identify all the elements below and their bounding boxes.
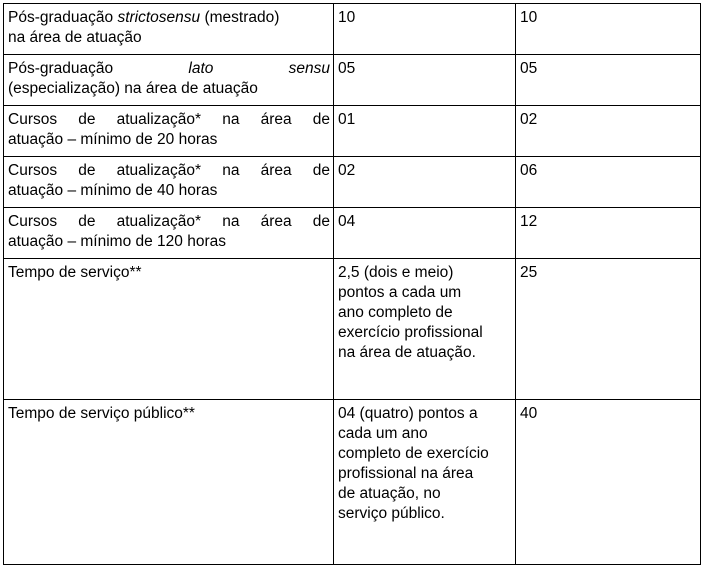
max-points-cell: 05 <box>516 55 701 106</box>
criterion-cell: Tempo de serviço público** <box>4 400 334 565</box>
criterion-line: atuação – mínimo de 40 horas <box>8 182 218 199</box>
points-line: de atuação, no <box>338 485 441 502</box>
criterion-line: Cursos de atualização* na área de <box>8 213 330 230</box>
max-points-cell: 12 <box>516 208 701 259</box>
points-cell: 04 <box>334 208 516 259</box>
points-line: cada um ano <box>338 425 428 442</box>
points-line: ano completo de <box>338 304 453 321</box>
criterion-cell <box>4 55 334 106</box>
table-row <box>4 4 701 55</box>
criterion-italic-term: strictosensu <box>117 9 201 26</box>
criterion-cell <box>4 106 334 157</box>
criterion-cell <box>4 157 334 208</box>
max-points-cell: 10 <box>516 4 701 55</box>
criterion-line: (especialização) na área de atuação <box>8 80 258 97</box>
points-cell: 01 <box>334 106 516 157</box>
criterion-line: Cursos de atualização* na área de <box>8 111 330 128</box>
points-cell: 02 <box>334 157 516 208</box>
criterion-line: atuação – mínimo de 120 horas <box>8 233 226 250</box>
table-row <box>4 106 701 157</box>
table-row <box>4 55 701 106</box>
table-row <box>4 208 701 259</box>
max-points-cell: 25 <box>516 259 701 400</box>
table-row <box>4 157 701 208</box>
table-row <box>4 259 701 400</box>
max-points-cell: 06 <box>516 157 701 208</box>
criterion-line: Pós-graduação lato sensu <box>8 60 330 77</box>
max-points-cell: 40 <box>516 400 701 565</box>
criterion-line: atuação – mínimo de 20 horas <box>8 131 218 148</box>
criterion-cell: Tempo de serviço** <box>4 259 334 400</box>
points-cell: 05 <box>334 55 516 106</box>
criterion-line: na área de atuação <box>8 29 142 46</box>
table-row <box>4 400 701 565</box>
criterion-italic-term: lato <box>188 60 214 77</box>
points-line: na área de atuação. <box>338 344 476 361</box>
criterion-cell <box>4 4 334 55</box>
points-cell: 10 <box>334 4 516 55</box>
criterion-cell <box>4 208 334 259</box>
points-line: completo de exercício <box>338 445 489 462</box>
criterion-italic-term: sensu <box>288 60 330 77</box>
points-line: exercício profissional <box>338 324 483 341</box>
scoring-table <box>3 3 701 565</box>
points-line: 04 (quatro) pontos a <box>338 405 478 422</box>
points-line: profissional na área <box>338 465 474 482</box>
criterion-line: Cursos de atualização* na área de <box>8 162 330 179</box>
criterion-line: Pós-graduação strictosensu (mestrado) <box>8 9 280 26</box>
points-line: pontos a cada um <box>338 284 462 301</box>
points-line: serviço público. <box>338 505 445 522</box>
points-line: 2,5 (dois e meio) <box>338 264 454 281</box>
points-cell <box>334 259 516 400</box>
points-cell <box>334 400 516 565</box>
max-points-cell: 02 <box>516 106 701 157</box>
